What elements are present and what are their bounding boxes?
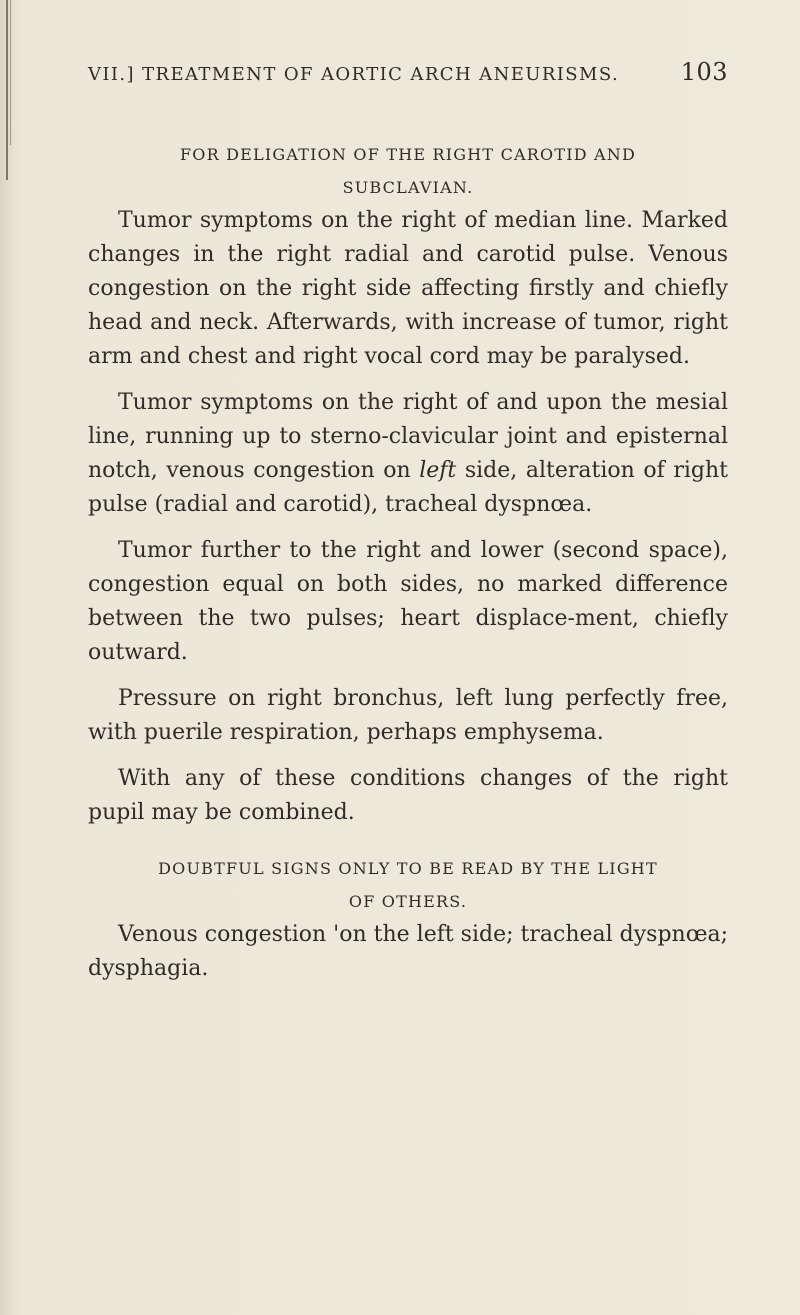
binding-edge bbox=[6, 0, 8, 180]
section-heading-line: DOUBTFUL SIGNS ONLY TO BE READ BY THE LIGHT bbox=[158, 859, 658, 878]
paragraph-text: side, alteration of right pulse (radial and carotid), tracheal dyspnœa. bbox=[88, 458, 728, 517]
paragraph: With any of these conditions changes of the right pupil may be combined. bbox=[88, 766, 728, 825]
section-heading-line: OF OTHERS. bbox=[348, 892, 468, 911]
page-number: 103 bbox=[680, 58, 728, 86]
emphasized-word: left bbox=[419, 458, 457, 483]
paragraph: Tumor further to the right and lower (second space), congestion equal on both sides, no marked difference between the two pulses; heart displace-ment, chiefly outward. bbox=[88, 538, 728, 665]
paragraph: Pressure on right bronchus, left lung perfectly free, with puerile respiration, perhaps emphysema. bbox=[88, 686, 728, 745]
running-head-title bbox=[88, 64, 619, 85]
binding-edge-inner bbox=[10, 0, 11, 145]
page-body bbox=[88, 138, 728, 986]
section-heading-line: FOR DELIGATION OF THE RIGHT CAROTID AND bbox=[179, 145, 637, 164]
paragraph: Venous congestion 'on the left side; tracheal dyspnœa; dysphagia. bbox=[88, 922, 728, 981]
paragraph: Tumor symptoms on the right of median line. Marked changes in the right radial and carotid pulse. Venous congestion on the right side affecting firstly and chiefly head and neck. Afterwards, with increase of tumor, right arm and chest and right vocal cord may be paralysed. bbox=[88, 208, 728, 369]
paragraph-text: Tumor symptoms on the right of and upon the mesial line, running up to sterno-clavicular joint and episternal notch, venous congestion on bbox=[88, 390, 728, 483]
section-heading-right-carotid bbox=[88, 138, 728, 204]
chapter-marker: VII.] bbox=[88, 64, 135, 85]
section-heading-doubtful-signs bbox=[88, 852, 728, 918]
paragraph bbox=[88, 386, 728, 522]
chapter-title: TREATMENT OF AORTIC ARCH ANEURISMS. bbox=[142, 64, 620, 85]
running-head bbox=[88, 58, 728, 86]
section-heading-line: SUBCLAVIAN. bbox=[342, 178, 474, 197]
